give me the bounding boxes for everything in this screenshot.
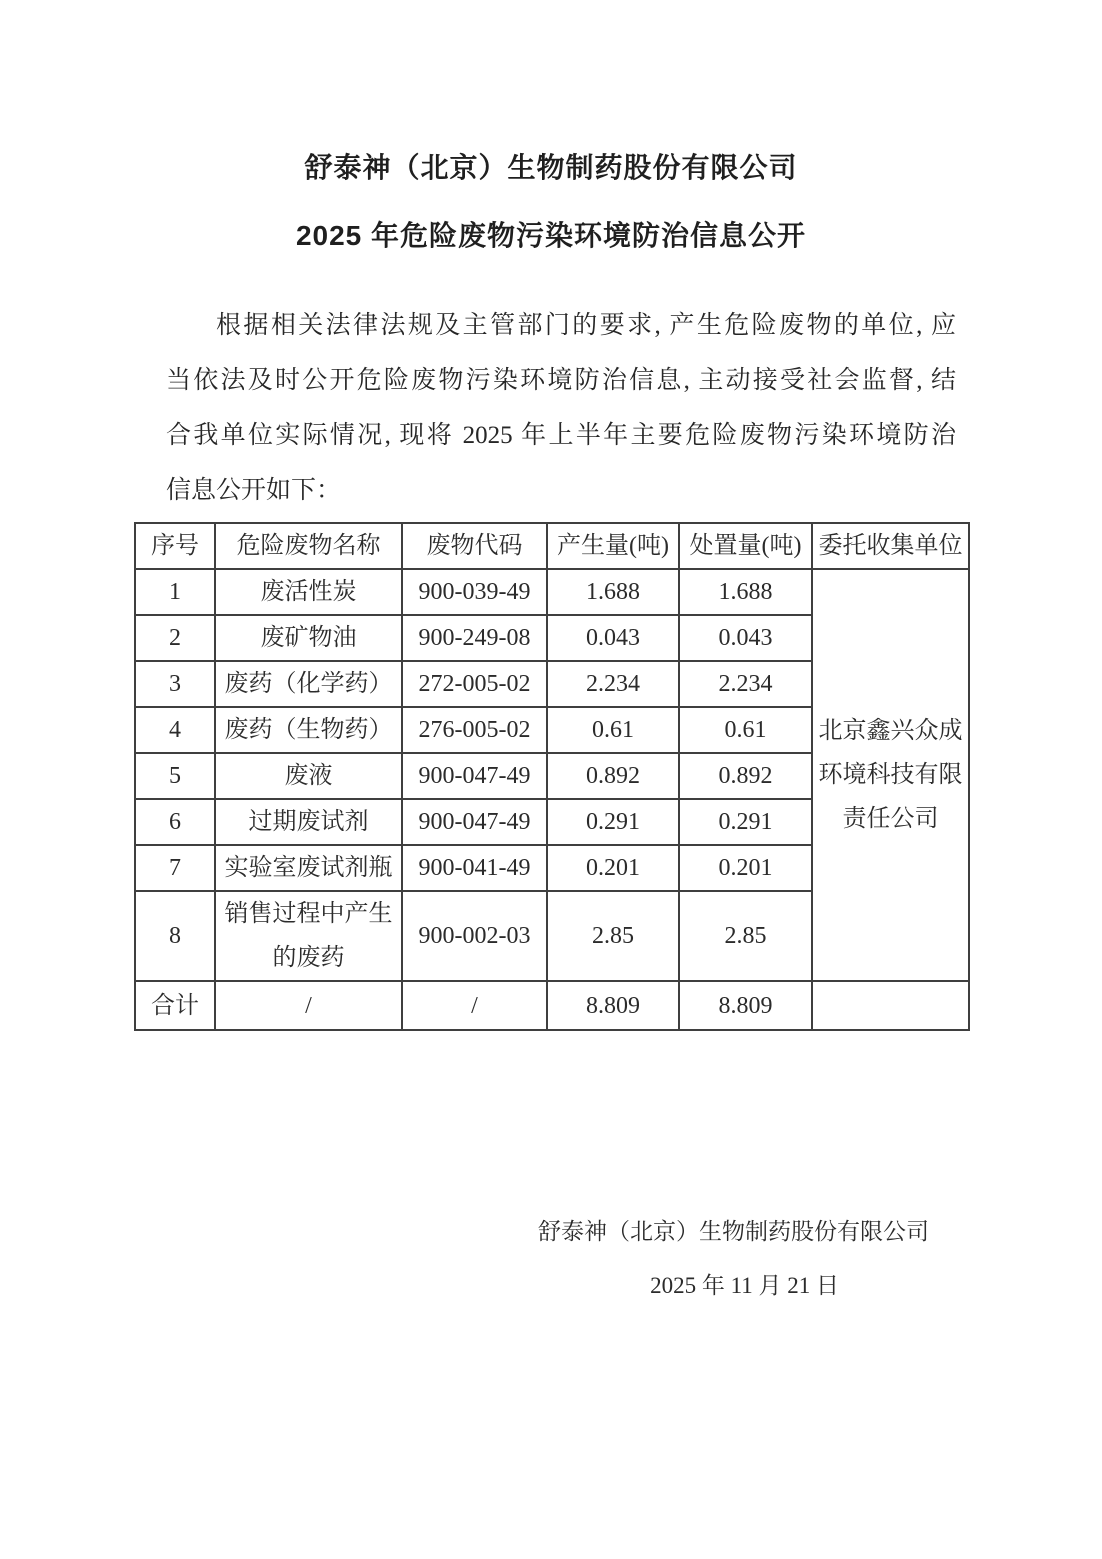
cell-index: 4: [135, 707, 215, 753]
cell-total-collector: [812, 981, 969, 1030]
cell-disposed: 1.688: [679, 569, 812, 615]
cell-waste-code: 900-039-49: [402, 569, 547, 615]
cell-waste-code: 900-041-49: [402, 845, 547, 891]
cell-produced: 0.892: [547, 753, 679, 799]
cell-waste-code: 900-047-49: [402, 753, 547, 799]
col-header-produced: 产生量(吨): [547, 523, 679, 569]
cell-index: 6: [135, 799, 215, 845]
cell-produced: 0.61: [547, 707, 679, 753]
table-row-1: [135, 569, 969, 615]
cell-disposed: 2.234: [679, 661, 812, 707]
cell-waste-name: 废矿物油: [215, 615, 402, 661]
cell-produced: 1.688: [547, 569, 679, 615]
cell-total-code: /: [402, 981, 547, 1030]
cell-total-disposed: 8.809: [679, 981, 812, 1030]
table-total-row: [135, 981, 969, 1030]
paragraph-line-1: 根据相关法律法规及主管部门的要求, 产生危险废物的单位, 应: [216, 312, 956, 339]
cell-disposed: 0.61: [679, 707, 812, 753]
cell-disposed: 0.201: [679, 845, 812, 891]
col-header-collector: 委托收集单位: [812, 523, 969, 569]
signature-date: 2025 年 11 月 21 日: [650, 1273, 839, 1298]
signature-block: [134, 1215, 968, 1303]
paragraph-line-4: 信息公开如下：: [166, 477, 342, 504]
cell-total-produced: 8.809: [547, 981, 679, 1030]
cell-collector: 北京鑫兴众成环境科技有限责任公司: [812, 569, 969, 981]
cell-produced: 2.85: [547, 891, 679, 981]
cell-waste-name: 废液: [215, 753, 402, 799]
paragraph-line-2: 当依法及时公开危险废物污染环境防治信息, 主动接受社会监督, 结: [166, 367, 956, 394]
cell-index: 8: [135, 891, 215, 981]
cell-waste-name: 废药（化学药）: [215, 661, 402, 707]
cell-disposed: 2.85: [679, 891, 812, 981]
cell-waste-name: 废活性炭: [215, 569, 402, 615]
signature-company: 舒泰神（北京）生物制药股份有限公司: [538, 1219, 929, 1244]
cell-waste-code: 272-005-02: [402, 661, 547, 707]
cell-waste-code: 900-002-03: [402, 891, 547, 981]
document-title: 舒泰神（北京）生物制药股份有限公司: [304, 152, 798, 183]
cell-waste-name: 销售过程中产生的废药: [215, 891, 402, 981]
cell-index: 3: [135, 661, 215, 707]
cell-total-name: /: [215, 981, 402, 1030]
cell-index: 1: [135, 569, 215, 615]
cell-waste-code: 900-249-08: [402, 615, 547, 661]
col-header-code: 废物代码: [402, 523, 547, 569]
col-header-disposed: 处置量(吨): [679, 523, 812, 569]
cell-waste-name: 过期废试剂: [215, 799, 402, 845]
cell-produced: 0.291: [547, 799, 679, 845]
cell-disposed: 0.291: [679, 799, 812, 845]
table-header-row: [135, 523, 969, 569]
cell-disposed: 0.892: [679, 753, 812, 799]
hazardous-waste-table: [134, 522, 970, 1031]
cell-index: 5: [135, 753, 215, 799]
cell-index: 2: [135, 615, 215, 661]
cell-waste-code: 276-005-02: [402, 707, 547, 753]
cell-produced: 0.201: [547, 845, 679, 891]
cell-disposed: 0.043: [679, 615, 812, 661]
col-header-index: 序号: [135, 523, 215, 569]
cell-waste-name: 废药（生物药）: [215, 707, 402, 753]
cell-produced: 0.043: [547, 615, 679, 661]
document-subtitle: 2025 年危险废物污染环境防治信息公开: [295, 220, 807, 251]
intro-paragraph: [166, 298, 956, 518]
cell-index: 7: [135, 845, 215, 891]
col-header-name: 危险废物名称: [215, 523, 402, 569]
page-content: [134, 0, 968, 1303]
cell-total-label: 合计: [135, 981, 215, 1030]
paragraph-line-3: 合我单位实际情况, 现将 2025 年上半年主要危险废物污染环境防治: [166, 422, 956, 449]
cell-waste-name: 实验室废试剂瓶: [215, 845, 402, 891]
cell-waste-code: 900-047-49: [402, 799, 547, 845]
cell-produced: 2.234: [547, 661, 679, 707]
